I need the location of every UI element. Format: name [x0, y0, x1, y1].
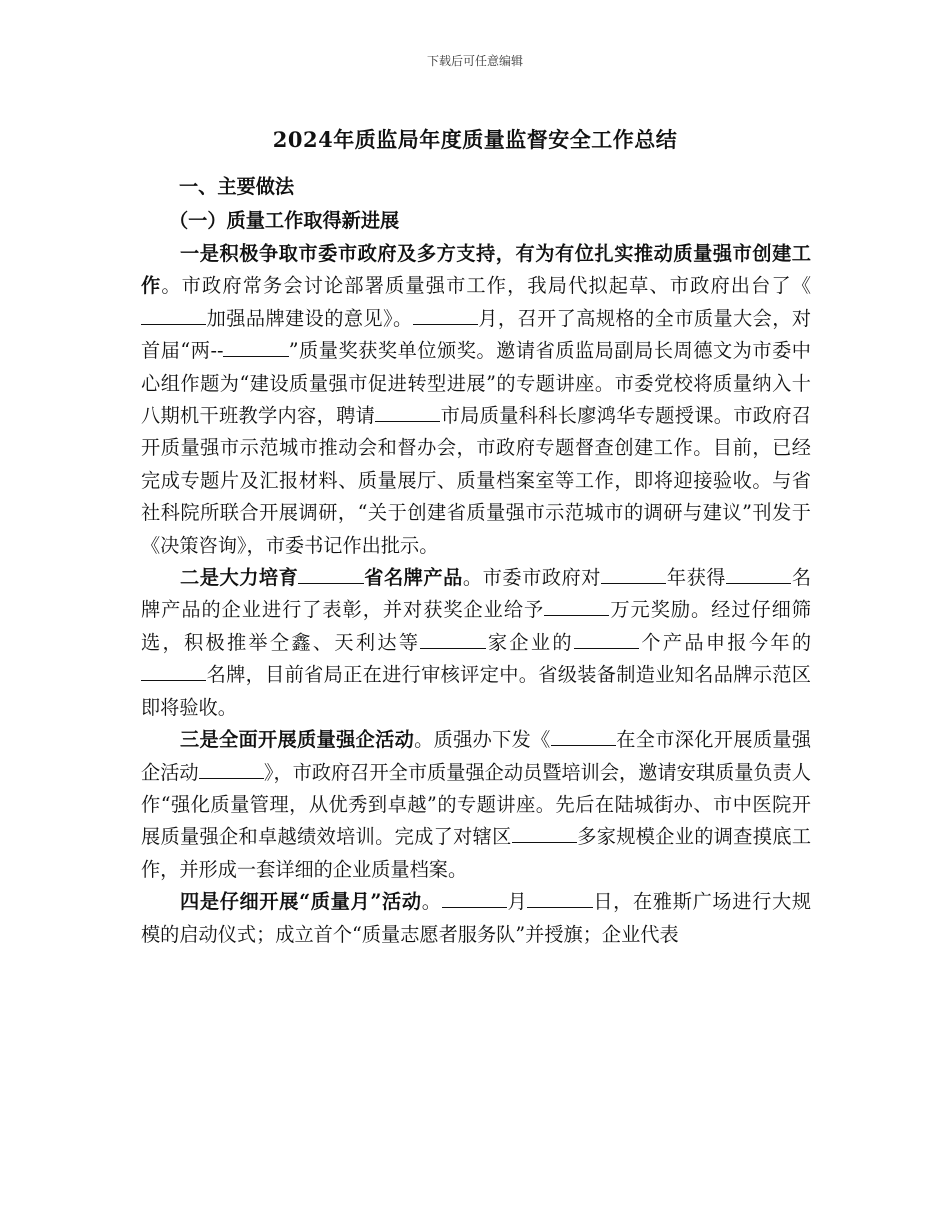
paragraph-3: 三是全面开展质量强企活动。质强办下发《 在全市深化开展质量强企活动 》，市政府召开全市质量强企动员暨培训会，邀请安琪质量负责人作“强化质量管理，从优秀到卓越”的专题讲座。先后在陆城街办、市中医院开展质量强企和卓越绩效培训。完成了对辖区 多家规模企业的调查摸底工作，并形成一套详细的企业质量档案。 [141, 728, 812, 881]
paragraph-1: 一是积极争取市委市政府及多方支持，有为有位扎实推动质量强市创建工作。市政府常务会讨论部署质量强市工作，我局代拟起草、市政府出台了《加强品牌建设的意见》。 月，召开了高规格的全市质量大会，对首届“两-- ”质量奖获奖单位颁奖。邀请省质监局副局长周德文为市委中心组作题为“建设质量强市促进转型进展”的专题讲座。市委党校将质量纳入十八期机干班教学内容，聘请 市局质量科科长廖鸿华专题授课。市政府召开质量强市示范城市推动会和督办会，市政府专题督查创建工作。目前，已经完成专题片及汇报材料、质量展厅、质量档案室等工作，即将迎接验收。与省社科院所联合开展调研，“关于创建省质量强市示范城市的调研与建议”刊发于《决策咨询》，市委书记作出批示。 [141, 242, 812, 557]
document-title: 2024年质监局年度质量监督安全工作总结 [272, 127, 678, 152]
section-heading: 一、主要做法 [179, 175, 295, 198]
paragraph-4: 四是仔细开展“质量月”活动。 月 日，在雅斯广场进行大规模的启动仪式；成立首个“质量志愿者服务队”并授旗；企业代表 [141, 890, 812, 946]
fill-blank [199, 760, 264, 778]
paragraph-lead: 四是仔细开展“质量月”活动 [180, 890, 422, 914]
paragraph-2: 二是大力培育 省名牌产品。市委市政府对 年获得 名牌产品的企业进行了表彰，并对获奖企业给予 万元奖励。经过仔细筛选，积极推举仝鑫、天利达等 家企业的 个产品申报今年的名牌，目前省局正在进行审核评定中。省级装备制造业知名品牌示范区即将验收。 [141, 566, 812, 719]
fill-blank [512, 825, 577, 843]
fill-blank [141, 663, 206, 681]
fill-blank [413, 307, 478, 325]
fill-blank [420, 631, 485, 649]
fill-blank [298, 566, 363, 584]
fill-blank [601, 566, 666, 584]
fill-blank [527, 890, 592, 908]
fill-blank [544, 598, 609, 616]
subsection-heading: （一）质量工作取得新进展 [169, 209, 400, 232]
paragraph-lead: 一是积极争取市委市政府及多方支持，有为有位扎实推动质量强市创建工作 [141, 242, 811, 298]
fill-blank [726, 566, 791, 584]
fill-blank [551, 728, 616, 746]
paragraph-lead: 二是大力培育 [180, 566, 299, 590]
fill-blank [223, 339, 288, 357]
page-header: 下载后可任意编辑 [426, 54, 523, 68]
fill-blank [442, 890, 507, 908]
fill-blank [574, 631, 639, 649]
paragraph-lead: 三是全面开展质量强企活动 [180, 728, 415, 752]
fill-blank [141, 307, 206, 325]
document-body [141, 170, 811, 951]
fill-blank [375, 404, 440, 422]
